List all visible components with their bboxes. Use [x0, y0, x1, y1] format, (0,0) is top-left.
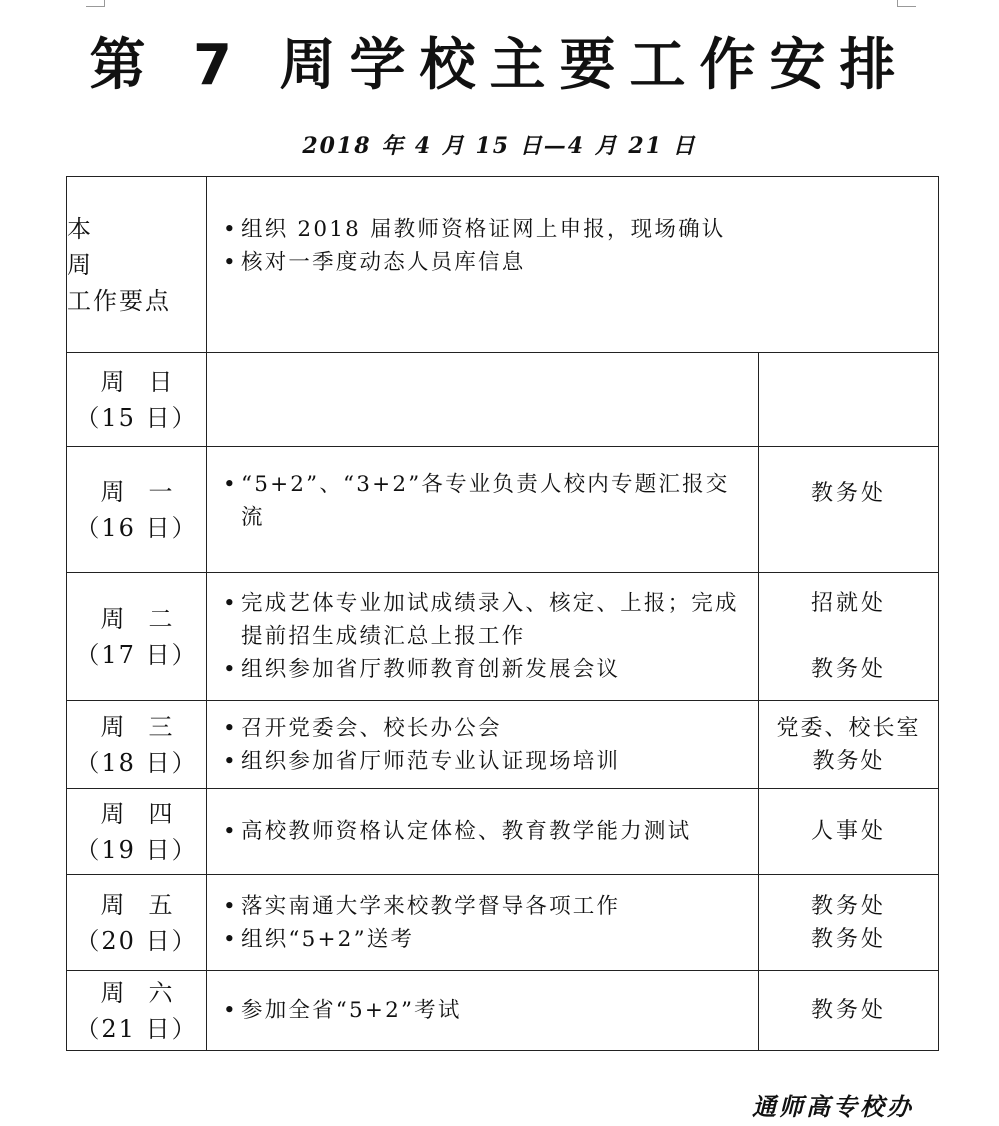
- day-date: （19 日）: [75, 835, 198, 864]
- task-cell: [207, 573, 759, 701]
- task-cell: [207, 875, 759, 971]
- dept-name: 招就处: [810, 591, 886, 616]
- page-title: 第 7 周学校主要工作安排: [89, 33, 910, 98]
- task-item: • 参加全省“5+2”考试: [221, 994, 750, 1027]
- day-cell: [67, 353, 207, 447]
- day-name: 周日: [100, 367, 197, 396]
- day-row-thursday: [67, 789, 939, 875]
- day-cell: [67, 447, 207, 573]
- day-date: （20 日）: [75, 926, 198, 955]
- dept-cell: [759, 353, 939, 447]
- day-row-saturday: [67, 971, 939, 1051]
- day-cell: [67, 573, 207, 701]
- office-signature: 通师高专校办: [752, 1093, 914, 1121]
- task-cell: [207, 789, 759, 875]
- day-name: 周四: [100, 799, 197, 828]
- task-cell: [207, 353, 759, 447]
- task-cell: [207, 971, 759, 1051]
- task-item: • “5+2”、“3+2”各专业负责人校内专题汇报交流: [221, 468, 750, 534]
- key-points-heading-line2: 工作要点: [67, 286, 171, 315]
- dept-cell: [759, 789, 939, 875]
- dept-name: 人事处: [810, 819, 886, 844]
- dept-name: 党委、校长室: [776, 715, 921, 741]
- task-cell: [207, 447, 759, 573]
- key-points-heading: [67, 177, 207, 353]
- day-row-friday: [67, 875, 939, 971]
- crop-mark-right: [897, 0, 916, 7]
- day-row-sunday: [67, 353, 939, 447]
- day-date: （16 日）: [75, 513, 198, 542]
- task-item: • 完成艺体专业加试成绩录入、核定、上报；完成提前招生成绩汇总上报工作: [221, 587, 750, 653]
- dept-spacer: [759, 620, 938, 653]
- dept-name: 教务处: [810, 998, 886, 1023]
- day-name: 周六: [100, 978, 197, 1007]
- dept-name: 教务处: [810, 893, 886, 919]
- dept-name: 教务处: [810, 481, 886, 506]
- day-date: （15 日）: [75, 403, 198, 432]
- key-points-heading-line1: 本周: [67, 214, 143, 279]
- task-item: • 高校教师资格认定体检、教育教学能力测试: [221, 815, 750, 848]
- day-row-wednesday: [67, 701, 939, 789]
- day-row-tuesday: [67, 573, 939, 701]
- day-cell: [67, 875, 207, 971]
- task-item: • 组织参加省厅师范专业认证现场培训: [221, 745, 750, 778]
- key-points-cell: [207, 177, 939, 353]
- day-name: 周一: [100, 477, 197, 506]
- task-cell: [207, 701, 759, 789]
- schedule-table: [66, 176, 939, 1051]
- day-cell: [67, 701, 207, 789]
- dept-cell: [759, 701, 939, 789]
- dept-name: 教务处: [810, 657, 886, 682]
- dept-cell: [759, 971, 939, 1051]
- date-range: 2018 年 4 月 15 日—4 月 21 日: [302, 133, 697, 159]
- dept-name: 教务处: [810, 926, 886, 952]
- task-item: • 召开党委会、校长办公会: [221, 712, 750, 745]
- task-item: • 落实南通大学来校教学督导各项工作: [221, 890, 750, 923]
- key-points-row: [67, 177, 939, 353]
- day-name: 周二: [100, 604, 197, 633]
- dept-cell: [759, 573, 939, 701]
- day-cell: [67, 789, 207, 875]
- task-item: • 组织“5+2”送考: [221, 923, 750, 956]
- day-date: （18 日）: [75, 748, 198, 777]
- key-point-item: • 核对一季度动态人员库信息: [221, 246, 930, 279]
- day-row-monday: [67, 447, 939, 573]
- dept-cell: [759, 447, 939, 573]
- day-date: （21 日）: [75, 1014, 198, 1043]
- dept-name: 教务处: [812, 748, 885, 774]
- day-name: 周三: [100, 712, 197, 741]
- task-item: • 组织参加省厅教师教育创新发展会议: [221, 653, 750, 686]
- day-name: 周五: [100, 890, 197, 919]
- day-date: （17 日）: [75, 640, 198, 669]
- dept-cell: [759, 875, 939, 971]
- day-cell: [67, 971, 207, 1051]
- crop-mark-left: [86, 0, 105, 7]
- key-point-item: • 组织 2018 届教师资格证网上申报，现场确认: [221, 213, 930, 246]
